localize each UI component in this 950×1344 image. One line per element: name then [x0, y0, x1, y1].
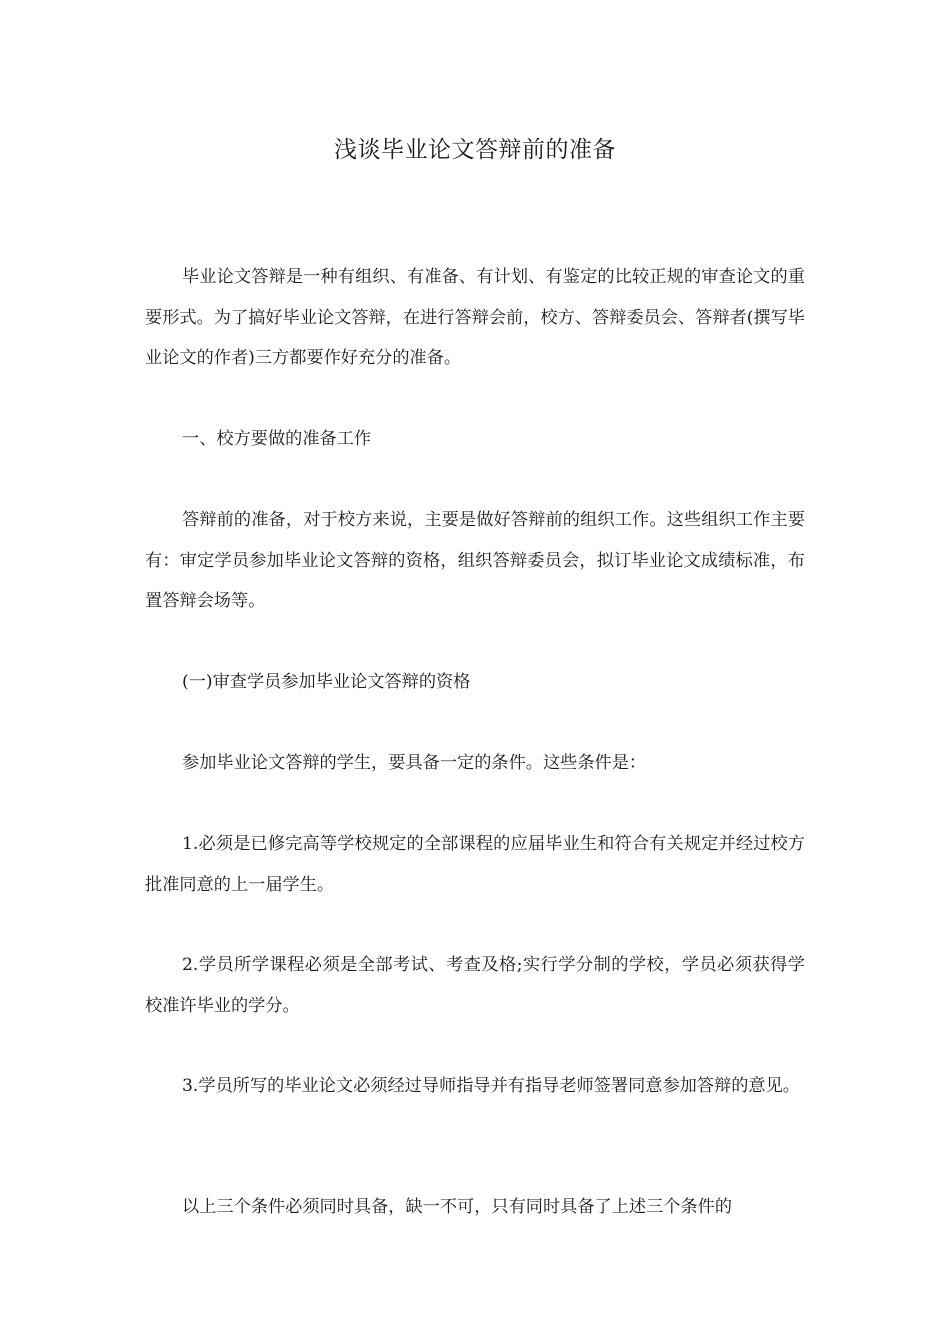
body-paragraph: 参加毕业论文答辩的学生，要具备一定的条件。这些条件是： [182, 753, 647, 773]
body-paragraph: 以上三个条件必须同时具备，缺一不可，只有同时具备了上述三个条件的 [182, 1197, 733, 1217]
document-title: 浅谈毕业论文答辩前的准备 [334, 137, 616, 163]
list-item: 2.学员所学课程必须是全部考试、考查及格;实行学分制的学校，学员必须获得学校准许毕业的学分。 [145, 955, 805, 1016]
list-item: 3.学员所写的毕业论文必须经过导师指导并有指导老师签署同意参加答辩的意见。 [182, 1076, 800, 1096]
section-heading: 一、校方要做的准备工作 [182, 429, 372, 449]
body-paragraph: 答辩前的准备，对于校方来说，主要是做好答辩前的组织工作。这些组织工作主要有：审定学员参加毕业论文答辩的资格，组织答辩委员会，拟订毕业论文成绩标准，布置答辩会场等。 [145, 510, 805, 611]
list-item: 1.必须是已修完高等学校规定的全部课程的应届毕业生和符合有关规定并经过校方批准同意的上一届学生。 [145, 834, 805, 895]
intro-paragraph: 毕业论文答辩是一种有组织、有准备、有计划、有鉴定的比较正规的审查论文的重要形式。为了搞好毕业论文答辩，在进行答辩会前，校方、答辩委员会、答辩者(撰写毕业论文的作者)三方都要作好充分的准备。 [145, 267, 805, 368]
subsection-heading: (一)审查学员参加毕业论文答辩的资格 [182, 672, 471, 692]
